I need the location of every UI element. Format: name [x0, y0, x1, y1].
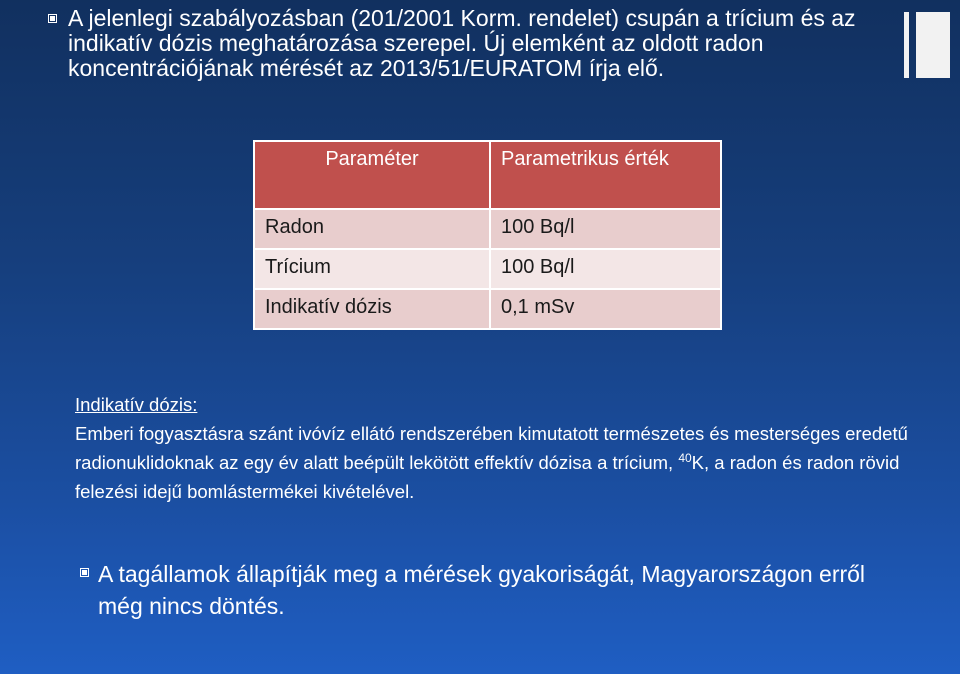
note-text-start: Emberi fogyasztásra szánt ivóvíz ellátó rendszerében kimutatott természetes és mesterséges eredetű radionuklidoknak az egy év alatt beépült lekötött effektív dózisa a trícium,: [75, 423, 908, 473]
top-bullet-paragraph: [40, 6, 890, 81]
cell-value: 100 Bq/l: [490, 249, 721, 289]
corner-thick-bar: [916, 12, 950, 78]
square-bullet-icon: [48, 14, 57, 23]
corner-bars-decoration: [904, 12, 950, 78]
note-label: Indikatív dózis:: [75, 394, 198, 415]
header-parameter: Paraméter: [254, 141, 490, 209]
cell-parameter: Trícium: [254, 249, 490, 289]
table-row: [254, 209, 721, 249]
table-row: [254, 249, 721, 289]
note-text-end: K, a radon és radon rövid felezési idejű bomlástermékei kivételével.: [75, 452, 900, 502]
bottom-bullet-paragraph: [78, 558, 898, 622]
indicative-dose-note: [75, 390, 925, 506]
table-header-row: [254, 141, 721, 209]
note-superscript: 40: [678, 450, 692, 465]
cell-parameter: Radon: [254, 209, 490, 249]
table-row: [254, 289, 721, 329]
square-bullet-icon: [80, 568, 89, 577]
header-parametric-value: Parametrikus érték: [490, 141, 721, 209]
bottom-bullet-text: A tagállamok állapítják meg a mérések gyakoriságát, Magyarországon erről még nincs döntés.: [98, 561, 866, 619]
cell-value: 100 Bq/l: [490, 209, 721, 249]
cell-parameter: Indikatív dózis: [254, 289, 490, 329]
parameter-table: [253, 140, 722, 330]
cell-value: 0,1 mSv: [490, 289, 721, 329]
corner-thin-bar: [904, 12, 909, 78]
top-bullet-text: A jelenlegi szabályozásban (201/2001 Korm. rendelet) csupán a trícium és az indikatív dózis meghatározása szerepel. Új elemként az oldott radon koncentrációjának mérését az 2013/51/EURATOM írja elő.: [68, 5, 856, 81]
